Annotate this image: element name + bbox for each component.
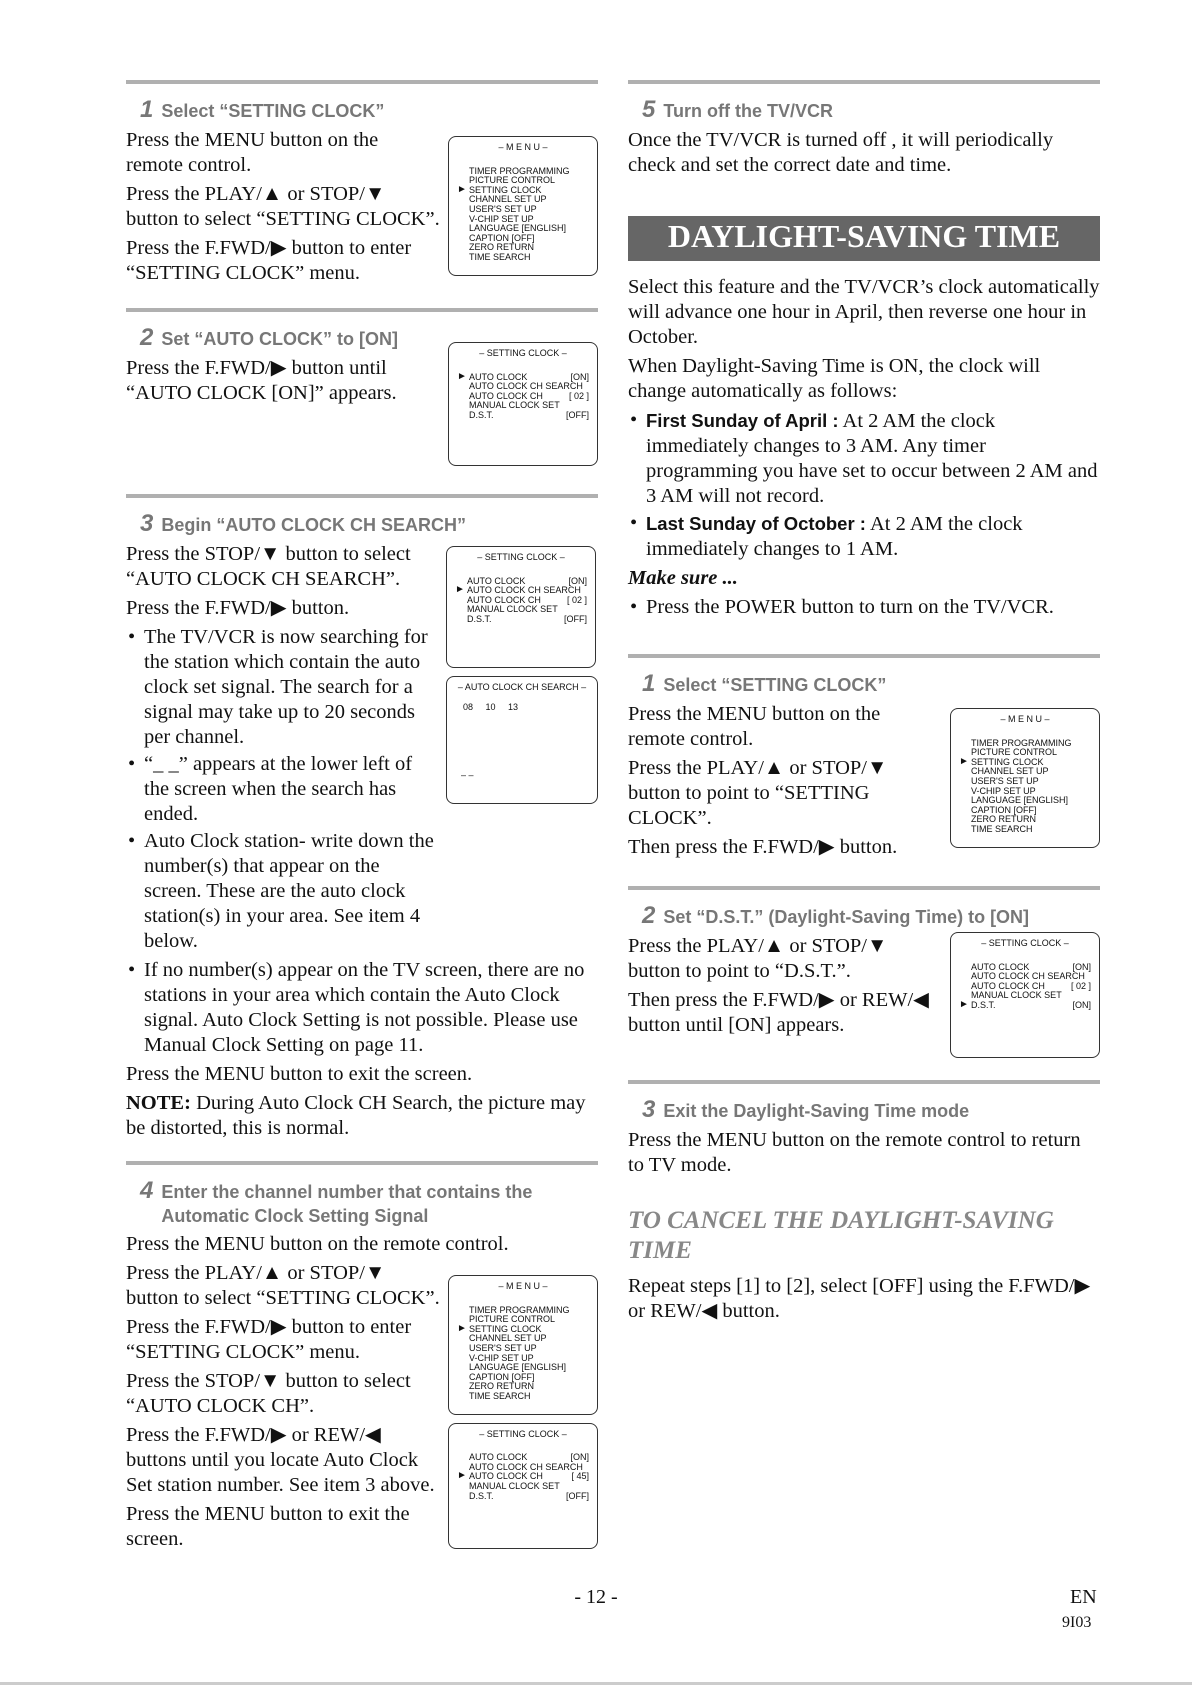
screen-menu-value: [ 02 ]	[1070, 980, 1091, 991]
screen-menu-label: LANGUAGE [ENGLISH]	[469, 223, 567, 234]
bullet-item: • The TV/VCR is now searching for the station which contain the auto clock set signal. The search for a signal may take up to 20 seconds per channel.	[144, 625, 438, 750]
cursor-arrow-icon: ►	[457, 1470, 467, 1482]
screen-menu-value: [ON]	[568, 575, 587, 586]
screen-menu-label: CHANNEL SET UP	[971, 766, 1049, 777]
screen-menu-label: CAPTION [OFF]	[971, 804, 1037, 815]
screen-menu-label: TIME SEARCH	[469, 1390, 531, 1401]
setting-clock-screen-illustration	[950, 932, 1100, 1058]
step-number: 4	[140, 1177, 154, 1204]
bullet-text: At 2 AM the clock immediately changes to 1 AM.	[646, 513, 1023, 560]
cursor-arrow-icon: ►	[457, 183, 467, 195]
bullet-item	[646, 511, 1100, 562]
page-number: - 12 -	[574, 1586, 618, 1608]
instruction: Press the F.FWD/▶ button to enter “SETTING CLOCK” menu.	[126, 237, 412, 284]
note	[126, 1091, 598, 1141]
auto-clock-ch-search-screen-illustration	[446, 676, 598, 804]
dst-step-2	[628, 886, 1100, 1058]
screen-title: – SETTING CLOCK –	[477, 552, 565, 562]
cancel-instruction: Repeat steps [1] to [2], select [OFF] using the F.FWD/▶ or REW/◀ button.	[628, 1275, 1091, 1322]
step-3-auto-clock-ch-search	[126, 494, 598, 1141]
make-sure-heading: Make sure ...	[628, 567, 738, 589]
screen-menu-value: [ON]	[1072, 999, 1091, 1010]
screen-menu-label: USER'S SET UP	[469, 1342, 537, 1353]
step-heading	[628, 1096, 1100, 1124]
instruction: Press the F.FWD/▶ button until “AUTO CLOCK [ON]” appears.	[126, 357, 397, 404]
screen-menu-label: ZERO RETURN	[469, 242, 534, 253]
bullet-list	[126, 958, 598, 1058]
screen-menu-label: SETTING CLOCK	[971, 756, 1044, 767]
screen-menu-label: CHANNEL SET UP	[469, 194, 547, 205]
intro-paragraph: When Daylight-Saving Time is ON, the clock will change automatically as follows:	[628, 355, 1041, 402]
screen-menu-label: AUTO CLOCK	[469, 371, 528, 382]
screen-menu-label: MANUAL CLOCK SET	[469, 400, 560, 411]
screen-menu-label: D.S.T.	[971, 999, 996, 1010]
step-heading	[126, 510, 598, 538]
dst-step-1	[628, 654, 1100, 864]
screen-menu-label: PICTURE CONTROL	[469, 1314, 556, 1325]
screen-menu-label: V-CHIP SET UP	[469, 1352, 534, 1363]
screen-menu-label: AUTO CLOCK CH SEARCH	[971, 971, 1085, 982]
step-5-turn-off	[628, 80, 1100, 178]
step-number: 1	[140, 96, 154, 123]
screen-menu-label: SETTING CLOCK	[469, 184, 542, 195]
screen-menu-label: AUTO CLOCK CH SEARCH	[467, 585, 581, 596]
screen-title: – SETTING CLOCK –	[981, 938, 1069, 948]
instruction: Press the PLAY/▲ or STOP/▼ button to select “SETTING CLOCK”.	[126, 183, 440, 230]
screen-menu-label: LANGUAGE [ENGLISH]	[469, 1362, 567, 1373]
dst-step-3	[628, 1080, 1100, 1178]
screen-title: – M E N U –	[1000, 714, 1050, 724]
step-number: 2	[140, 324, 154, 351]
step-title: Set “D.S.T.” (Daylight-Saving Time) to [ON]	[663, 907, 1030, 927]
screen-menu-label: V-CHIP SET UP	[469, 213, 534, 224]
bullet-list	[126, 625, 438, 954]
document-code: 9I03	[1062, 1614, 1092, 1631]
instruction: Press the MENU button on the remote control.	[126, 1233, 509, 1255]
screen-menu-value: [ON]	[1072, 961, 1091, 972]
screen-menu-label: USER'S SET UP	[971, 775, 1039, 786]
screen-title: – M E N U –	[498, 142, 548, 152]
screen-menu-value: [OFF]	[566, 409, 589, 420]
instruction: Press the MENU button on the remote control.	[628, 703, 881, 750]
instruction: Press the PLAY/▲ or STOP/▼ button to select “SETTING CLOCK”.	[126, 1262, 440, 1309]
screen-menu-line	[455, 615, 587, 625]
screen-menu-label: TIME SEARCH	[469, 251, 531, 262]
step-title: Select “SETTING CLOCK”	[663, 675, 887, 695]
step-number: 3	[140, 510, 154, 537]
screen-menu-label: AUTO CLOCK	[971, 961, 1030, 972]
screen-title: – AUTO CLOCK CH SEARCH –	[457, 682, 587, 692]
bullet-label: First Sunday of April :	[646, 410, 839, 431]
screen-menu-value: [ 45]	[571, 1471, 589, 1482]
screen-menu-label: USER'S SET UP	[469, 203, 537, 214]
step-title: Set “AUTO CLOCK” to [ON]	[161, 329, 399, 349]
screen-menu-label: TIME SEARCH	[971, 823, 1033, 834]
screen-menu-value: [ON]	[570, 1452, 589, 1463]
bullet-item: • Press the POWER button to turn on the TV/VCR.	[646, 595, 1100, 620]
screen-menu-value: [ 02 ]	[566, 594, 587, 605]
screen-title: – SETTING CLOCK –	[479, 348, 567, 358]
bullet-item: • Auto Clock station- write down the number(s) that appear on the screen. These are the auto clock station(s) in your area. See item 4 below.	[144, 829, 438, 954]
screen-menu-value: [OFF]	[564, 613, 587, 624]
step-title: Enter the channel number that contains the Automatic Clock Setting Signal	[161, 1182, 533, 1226]
screen-menu-line	[457, 411, 589, 421]
screen-menu-line	[457, 1392, 589, 1402]
instruction: Press the MENU button to exit the screen.	[126, 1503, 410, 1550]
instruction: Then press the F.FWD/▶ button.	[628, 836, 898, 858]
instruction: Press the STOP/▼ button to select “AUTO CLOCK CH SEARCH”.	[126, 543, 411, 590]
instruction: Press the PLAY/▲ or STOP/▼ button to point to “SETTING CLOCK”.	[628, 757, 888, 829]
step-heading	[126, 1177, 598, 1228]
bullet-item: • If no number(s) appear on the TV screen, there are no stations in your area which contain the Auto Clock signal. Auto Clock Setting is not possible. Please use Manual Clock Setting on page 11.	[144, 958, 598, 1058]
setting-clock-screen-illustration	[448, 342, 598, 466]
screen-menu-label: D.S.T.	[469, 1490, 494, 1501]
instruction: Press the STOP/▼ button to select “AUTO CLOCK CH”.	[126, 1370, 411, 1417]
step-4-enter-channel-number	[126, 1161, 598, 1556]
step-heading	[628, 902, 1100, 930]
step-title: Exit the Daylight-Saving Time mode	[663, 1101, 970, 1121]
cancel-heading: TO CANCEL THE DAYLIGHT-SAVING TIME	[628, 1207, 1054, 1264]
cursor-arrow-icon: ►	[959, 998, 969, 1010]
screen-menu-label: LANGUAGE [ENGLISH]	[971, 795, 1069, 806]
screen-menu-line	[959, 998, 1091, 1011]
screen-menu-label: V-CHIP SET UP	[971, 785, 1036, 796]
screen-menu-label: AUTO CLOCK CH	[467, 594, 541, 605]
screen-menu-label: TIMER PROGRAMMING	[469, 1304, 570, 1315]
note-text: During Auto Clock CH Search, the picture may be distorted, this is normal.	[126, 1092, 586, 1139]
screen-title: – M E N U –	[498, 1281, 548, 1291]
screen-menu-label: CAPTION [OFF]	[469, 232, 535, 243]
screen-menu-label: AUTO CLOCK	[469, 1452, 528, 1463]
search-ended-marker: – –	[461, 770, 474, 781]
cursor-arrow-icon: ►	[455, 584, 465, 596]
cursor-arrow-icon: ►	[457, 370, 467, 382]
cursor-arrow-icon: ►	[457, 1322, 467, 1334]
step-number: 1	[642, 670, 656, 697]
screen-menu-label: AUTO CLOCK CH SEARCH	[469, 1461, 583, 1472]
bullet-item	[646, 408, 1100, 509]
screen-title: – SETTING CLOCK –	[479, 1428, 567, 1439]
screen-menu-label: AUTO CLOCK CH SEARCH	[469, 381, 583, 392]
screen-menu-value: [ON]	[570, 371, 589, 382]
screen-menu-label: PICTURE CONTROL	[469, 175, 556, 186]
screen-menu-value: [OFF]	[566, 1490, 589, 1501]
instruction: Press the F.FWD/▶ button to enter “SETTING CLOCK” menu.	[126, 1316, 412, 1363]
left-column	[126, 80, 598, 1574]
screen-menu-label: MANUAL CLOCK SET	[971, 990, 1062, 1001]
instruction: Press the F.FWD/▶ or REW/◀ buttons until you locate Auto Clock Set station number. See item 3 above.	[126, 1424, 435, 1496]
instruction: Press the MENU button on the remote control to return to TV mode.	[628, 1129, 1081, 1176]
bullet-list	[628, 408, 1100, 562]
step-title: Begin “AUTO CLOCK CH SEARCH”	[161, 515, 467, 535]
step-heading	[628, 96, 1100, 124]
screen-menu-line	[457, 1492, 589, 1502]
menu-screen-illustration	[448, 136, 598, 276]
screen-menu-label: AUTO CLOCK CH	[469, 1471, 543, 1482]
instruction: Press the F.FWD/▶ button.	[126, 597, 350, 619]
found-channels: 08 10 13	[463, 701, 519, 712]
intro-paragraph: Select this feature and the TV/VCR’s clock automatically will advance one hour in April, then reverse one hour in October.	[628, 276, 1100, 348]
screen-menu-line	[959, 825, 1091, 835]
step-number: 3	[642, 1096, 656, 1123]
screen-menu-line	[457, 253, 589, 263]
bullet-label: Last Sunday of October :	[646, 513, 866, 534]
setting-clock-screen-illustration	[446, 546, 596, 668]
language-code: EN	[1070, 1586, 1097, 1608]
screen-menu-label: AUTO CLOCK	[467, 575, 526, 586]
step-1-select-setting-clock	[126, 80, 598, 290]
instruction: Once the TV/VCR is turned off , it will periodically check and set the correct date and time.	[628, 129, 1054, 176]
screen-menu-label: CAPTION [OFF]	[469, 1371, 535, 1382]
step-2-set-auto-clock	[126, 308, 598, 466]
instruction: Press the MENU button to exit the screen.	[126, 1063, 473, 1085]
screen-menu-label: CHANNEL SET UP	[469, 1333, 547, 1344]
screen-menu-label: MANUAL CLOCK SET	[467, 604, 558, 615]
screen-menu-label: SETTING CLOCK	[469, 1323, 542, 1334]
screen-menu-label: ZERO RETURN	[469, 1381, 534, 1392]
step-title: Turn off the TV/VCR	[663, 101, 834, 121]
instruction: Then press the F.FWD/▶ or REW/◀ button until [ON] appears.	[628, 989, 929, 1036]
menu-screen-illustration	[448, 1275, 598, 1415]
screen-menu-label: D.S.T.	[467, 613, 492, 624]
screen-menu-label: D.S.T.	[469, 409, 494, 420]
cursor-arrow-icon: ►	[959, 755, 969, 767]
bullet-text: At 2 AM the clock immediately changes to 3 AM. Any timer programming you have set to occur between 2 AM and 3 AM will not record.	[646, 410, 1098, 507]
section-banner: DAYLIGHT-SAVING TIME	[628, 216, 1100, 261]
screen-menu-label: ZERO RETURN	[971, 814, 1036, 825]
screen-menu-label: MANUAL CLOCK SET	[469, 1480, 560, 1491]
screen-menu-label: AUTO CLOCK CH	[971, 980, 1045, 991]
bullet-item: • “_ _” appears at the lower left of the screen when the search has ended.	[144, 752, 438, 827]
right-column	[628, 80, 1100, 1328]
screen-menu-value: [ 02 ]	[568, 390, 589, 401]
screen-menu-label: TIMER PROGRAMMING	[469, 165, 570, 176]
step-number: 5	[642, 96, 656, 123]
menu-screen-illustration	[950, 708, 1100, 848]
step-title: Select “SETTING CLOCK”	[161, 101, 385, 121]
bullet-list	[628, 595, 1100, 620]
step-heading	[628, 670, 1100, 698]
setting-clock-screen-illustration	[448, 1423, 598, 1549]
instruction: Press the MENU button on the remote control.	[126, 129, 379, 176]
step-number: 2	[642, 902, 656, 929]
note-label: NOTE:	[126, 1092, 191, 1114]
step-heading	[126, 96, 598, 124]
screen-menu-label: PICTURE CONTROL	[971, 747, 1058, 758]
screen-menu-label: AUTO CLOCK CH	[469, 390, 543, 401]
screen-menu-label: TIMER PROGRAMMING	[971, 737, 1072, 748]
instruction: Press the PLAY/▲ or STOP/▼ button to point to “D.S.T.”.	[628, 935, 888, 982]
